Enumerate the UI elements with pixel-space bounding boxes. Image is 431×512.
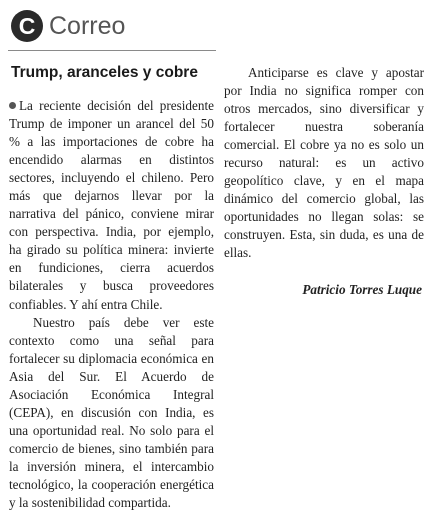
author-signature: Patricio Torres Luque (302, 281, 422, 297)
paragraph-2: Nuestro país debe ver este contexto como una señal para fortalecer su diplomacia económica en Asia del Sur. El Acuerdo de Asociación Económica Integral (CEPA), en discusión con India, es una oportunidad real. No solo para el comercio de bienes, sino también para la inversión minera, el intercambio tecnológico, la cooperación energética y la sostenibilidad compartida. (9, 314, 214, 511)
paragraph-1 (9, 97, 214, 314)
paragraph-1-text: La reciente decisión del presidente Trump de imponer un arancel del 50 % a las importaciones de cobre ha encendido alarmas en distintos sectores, incluyendo el chileno. Pero más que dejarnos llevar por la narrativa del pánico, conviene mirar con perspectiva. India, por ejemplo, ha girado su política minera: invierte en fundiciones, cierra acuerdos bilaterales y busca proveedores confiables. Y ahí entra Chile. (9, 98, 214, 312)
section-badge: C (11, 10, 43, 42)
paragraph-3: Anticiparse es clave y apostar por India no significa romper con otros mercados, sino diversificar y fortalecer nuestra soberanía comercial. El cobre ya no es solo un recurso natural: es un activo geopolítico clave, y en el mapa dinámico del comercio global, las oportunidades no llegan solas: se construyen. Esta, sin duda, es una de ellas. (224, 65, 424, 261)
bullet-icon (9, 102, 16, 109)
section-header (8, 6, 223, 46)
header-divider (8, 50, 216, 51)
article-column-right (224, 64, 424, 299)
section-title: Correo (49, 12, 126, 40)
article-title: Trump, aranceles y cobre (11, 64, 198, 81)
article-column-left (9, 97, 214, 512)
